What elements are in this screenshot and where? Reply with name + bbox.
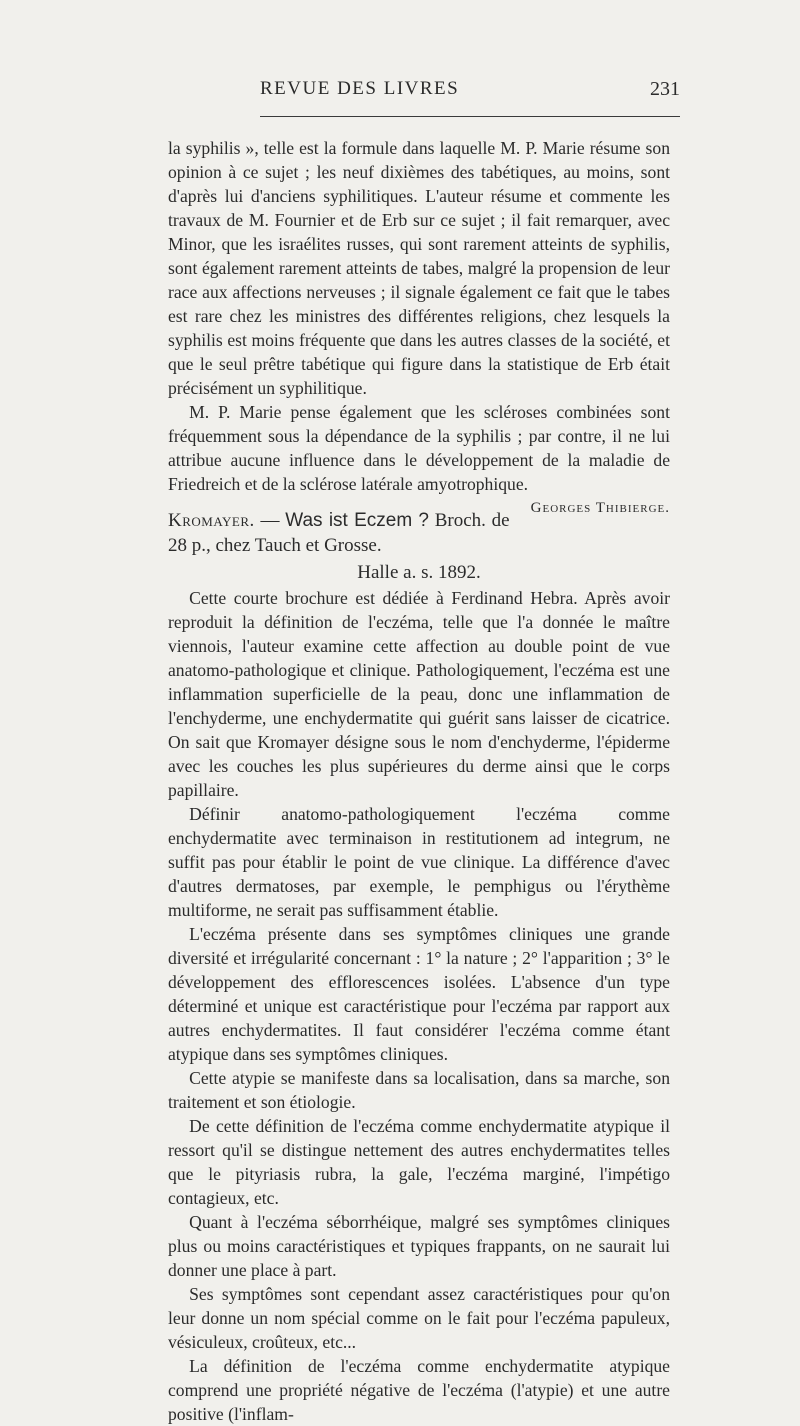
body-text xyxy=(168,136,670,1426)
paragraph: De cette définition de l'eczéma comme enchydermatite atypique il ressort qu'il se distingue nettement des autres enchydermatites telles que le pityriasis rubra, la gale, l'eczéma marginé, l'impétigo contagieux, etc. xyxy=(168,1116,670,1208)
paragraph: La définition de l'eczéma comme enchydermatite atypique comprend une propriété négative de l'eczéma (l'atypie) et une autre positive (l'inflam- xyxy=(168,1356,670,1424)
running-header xyxy=(260,78,680,108)
paragraph: Cette courte brochure est dédiée à Ferdinand Hebra. Après avoir reproduit la définition de l'eczéma, telle que l'a donnée le maître viennois, l'auteur examine cette affection au double point de vue anatomo-pathologique et clinique. Pathologiquement, l'eczéma est une inflammation superficielle de la peau, donc une inflammation de l'enchyderme, une enchydermatite qui guérit sans laisser de cicatrice. On sait que Kromayer désigne sous le nom d'enchyderme, l'épiderme avec les couches les plus supérieures du derme ainsi que le corps papillaire. xyxy=(168,588,670,800)
paragraph: Définir anatomo-pathologiquement l'eczéma comme enchydermatite avec terminaison in restitutionem ad integrum, ne suffit pas pour établir le point de vue clinique. La différence d'avec d'autres dermatoses, par exemple, le pemphigus ou l'érythème multiforme, ne serait pas suffisamment établie. xyxy=(168,804,670,920)
running-title: REVUE DES LIVRES xyxy=(260,78,460,99)
paragraph: Ses symptômes sont cependant assez caractéristiques pour qu'on leur donne un nom spécial comme on le fait pour l'eczéma papuleux, vésiculeux, croûteux, etc... xyxy=(168,1284,670,1352)
paragraph-text: M. P. Marie pense également que les scléroses combinées sont fréquemment sous la dépendance de la syphilis ; par contre, il ne lui attribue aucune influence dans le développement de la maladie de Friedreich et de la sclérose latérale amyotrophique. xyxy=(168,402,670,494)
page-number: 231 xyxy=(650,78,680,100)
reviewer-signature: Georges Thibierge. xyxy=(530,500,670,516)
review-author: Kromayer. xyxy=(168,510,255,531)
paragraph: Cette atypie se manifeste dans sa localisation, dans sa marche, son traitement et son étiologie. xyxy=(168,1068,670,1112)
heading-dash: — xyxy=(254,510,286,531)
header-rule xyxy=(260,116,680,117)
review-place-date: Halle a. s. 1892. xyxy=(357,562,481,583)
paragraph: L'eczéma présente dans ses symptômes cliniques une grande diversité et irrégularité concernant : 1° la nature ; 2° l'apparition ; 3° le développement des efflorescences isolées. L'absence d'un type déterminé et unique est caractéristique pour l'eczéma par rapport aux autres enchydermatites. Il faut considérer l'eczéma comme étant atypique dans ses symptômes cliniques. xyxy=(168,924,670,1064)
paragraph: la syphilis », telle est la formule dans laquelle M. P. Marie résume son opinion à ce sujet ; les neuf dixièmes des tabétiques, au moins, sont d'après lui d'anciens syphilitiques. L'auteur résume et commente les travaux de M. Fournier et de Erb sur ce sujet ; il fait remarquer, avec Minor, que les israélites russes, qui sont rarement atteints de syphilis, sont également rarement atteints de tabes, malgré la propension de leur race aux affections nerveuses ; il signale également ce fait que le tabes est rare chez les ministres des différentes religions, chez lesquels la syphilis est moins fréquente que dans les autres classes de la société, et que le seul prêtre tabétique qui figure dans la statistique de Erb était précisément un syphilitique. xyxy=(168,138,670,398)
review-work-title: Was ist Eczem ? xyxy=(285,510,429,531)
paragraph xyxy=(168,400,670,516)
review-details: Broch. de 28 p., chez Tauch et Grosse. xyxy=(168,510,510,556)
paragraph: Quant à l'eczéma séborrhéique, malgré ses symptômes cliniques plus ou moins caractéristiques et typiques frappants, on ne saurait lui donner une place à part. xyxy=(168,1212,670,1280)
